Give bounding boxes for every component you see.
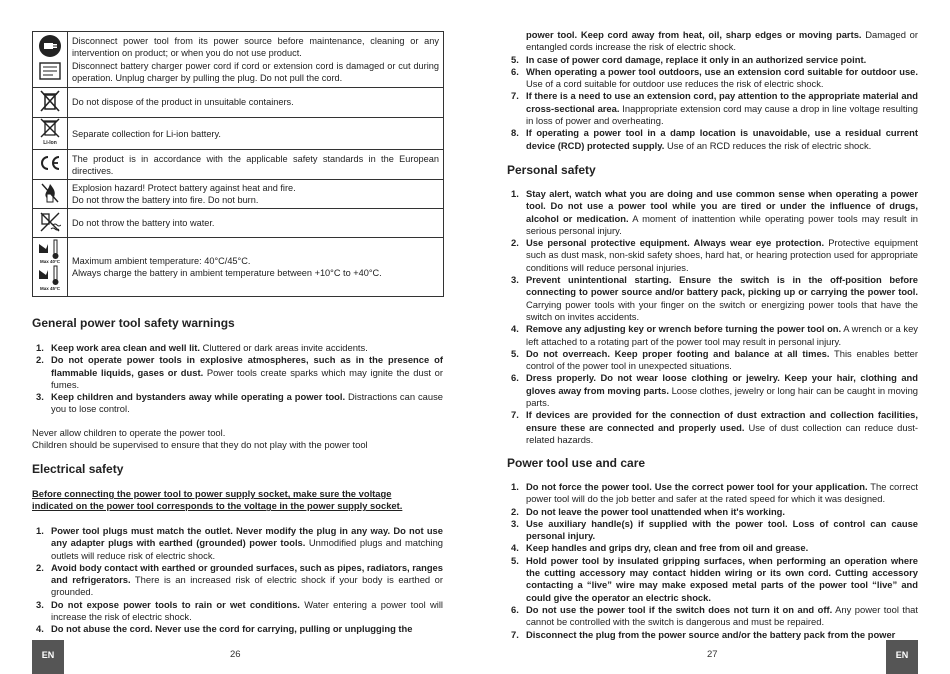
list-item-bold-text: Dress properly. Do not wear loose clothing or jewelry. Keep your hair, clothing and gloves away from moving parts. bbox=[526, 372, 918, 396]
crossed-bin-icon bbox=[33, 88, 68, 118]
list-item-bold-text: Prevent unintentional starting. Ensure the switch is in the off-position before connecting to power source and/or battery pack, picking up or carrying the power tool. bbox=[526, 274, 918, 298]
electrical-safety-continued-list bbox=[507, 29, 918, 152]
list-item-number: 6. bbox=[511, 603, 519, 615]
list-item-text: Damaged or entangled cords increase the risk of electric shock. bbox=[526, 29, 918, 53]
list-item bbox=[507, 237, 918, 274]
list-item bbox=[32, 342, 443, 354]
list-item bbox=[507, 188, 918, 237]
personal-safety-list bbox=[507, 188, 918, 446]
list-item-number: 5. bbox=[511, 347, 519, 359]
list-item-text: The correct power tool will do the job better and safer at the rated speed for which it was designed. bbox=[526, 481, 918, 505]
section-heading: General power tool safety warnings bbox=[32, 316, 235, 330]
language-badge: EN bbox=[886, 640, 918, 674]
list-item bbox=[32, 391, 443, 416]
battery-fire-icon bbox=[33, 180, 68, 209]
list-item bbox=[507, 409, 918, 446]
children-note bbox=[32, 427, 443, 452]
list-item-bold-text: Disconnect the plug from the power source and/or the battery pack from the power bbox=[526, 628, 896, 640]
list-item bbox=[507, 66, 918, 91]
list-item-number: 1. bbox=[511, 188, 519, 199]
list-item-number: 4. bbox=[511, 323, 519, 335]
list-item bbox=[507, 604, 918, 629]
list-item-bold-text: Use personal protective equipment. Always wear eye protection. bbox=[526, 237, 825, 249]
symbols-table bbox=[32, 31, 444, 297]
list-item-bold-text: When operating a power tool outdoors, use an extension cord suitable for outdoor use. bbox=[526, 65, 918, 77]
page-number: 26 bbox=[230, 649, 241, 660]
list-item-number: 6. bbox=[511, 372, 519, 384]
list-item-number: 2. bbox=[36, 354, 44, 366]
list-item bbox=[32, 562, 443, 599]
list-item bbox=[32, 623, 443, 635]
symbol-text: Disconnect power tool from its power source before maintenance, cleaning or any intervention on product; or when you do not use product. bbox=[72, 35, 439, 59]
list-item bbox=[32, 525, 443, 562]
list-item-number: 2. bbox=[36, 561, 44, 573]
list-item bbox=[507, 506, 918, 518]
list-item-bold-text: Hold power tool by insulated gripping surfaces, when performing an operation where the cutting accessory may contact hidden wiring or its own cord. Cutting accessory contacting a “live” wire may make exposed metal parts of the power tool “live” and could give the operator an electric shock. bbox=[526, 554, 918, 603]
list-item-number: 7. bbox=[511, 90, 519, 102]
page-number: 27 bbox=[707, 649, 718, 660]
list-item-bold-text: Keep handles and grips dry, clean and free from oil and grease. bbox=[526, 542, 809, 554]
power-tool-care-list bbox=[507, 481, 918, 641]
list-item-number: 3. bbox=[36, 598, 44, 610]
symbol-text: Explosion hazard! Protect battery against heat and fire. bbox=[72, 183, 296, 193]
list-item bbox=[507, 127, 918, 152]
list-item-number: 6. bbox=[511, 65, 519, 77]
list-item bbox=[507, 90, 918, 127]
list-item-number: 7. bbox=[511, 628, 519, 640]
list-item bbox=[32, 354, 443, 391]
symbol-text: Do not dispose of the product in unsuitable containers. bbox=[72, 97, 294, 108]
electrical-safety-list bbox=[32, 525, 443, 636]
list-item-number: 2. bbox=[511, 505, 519, 517]
list-item-bold-text: Do not operate power tools in explosive atmospheres, such as in the presence of flammable liquids, gases or dust. bbox=[51, 354, 443, 378]
list-item-bold-text: Do not use the power tool if the switch does not turn it on and off. bbox=[526, 603, 833, 615]
symbol-row bbox=[33, 88, 444, 118]
battery-water-icon bbox=[33, 209, 68, 238]
list-item-number: 3. bbox=[511, 517, 519, 529]
list-item-number: 2. bbox=[511, 237, 519, 249]
list-item-text: Use of a cord suitable for outdoor use reduces the risk of electric shock. bbox=[526, 78, 824, 90]
list-item bbox=[507, 481, 918, 506]
symbol-row bbox=[33, 118, 444, 150]
section-heading: Electrical safety bbox=[32, 462, 124, 476]
symbol-text: Do not throw the battery into fire. Do not burn. bbox=[72, 195, 259, 206]
symbol-text: Separate collection for Li-ion battery. bbox=[72, 128, 221, 139]
general-warnings-list bbox=[32, 342, 443, 416]
list-item-text: Water entering a power tool will increase the risk of electric shock. bbox=[51, 598, 443, 623]
unplug-manual-icon bbox=[33, 32, 68, 88]
list-item-text: A wrench or a key left attached to a rotating part of the power tool may result in personal injury. bbox=[526, 323, 918, 347]
list-item-text: This enables better control of the power tool in unexpected situations. bbox=[526, 347, 918, 372]
symbol-row bbox=[33, 209, 444, 238]
list-item bbox=[507, 542, 918, 554]
list-item-bold-text: Do not abuse the cord. Never use the cord for carrying, pulling or unplugging the bbox=[51, 623, 413, 635]
list-item-number: 3. bbox=[511, 274, 519, 286]
temp-label: Max 40°C bbox=[39, 259, 61, 265]
temp-label: Max 45°C bbox=[39, 286, 61, 292]
right-page bbox=[475, 0, 950, 674]
list-item bbox=[507, 555, 918, 604]
symbol-row bbox=[33, 32, 444, 88]
children-note-line: Children should be supervised to ensure that they do not play with the power tool bbox=[32, 439, 368, 451]
list-item-number: 1. bbox=[36, 342, 44, 353]
list-item-bold-text: Use auxiliary handle(s) if supplied with the power tool. Loss of control can cause personal injury. bbox=[526, 517, 918, 542]
symbol-text: Maximum ambient temperature: 40°C/45°C. bbox=[72, 255, 251, 266]
section-heading: Power tool use and care bbox=[507, 456, 646, 470]
language-badge: EN bbox=[32, 640, 64, 674]
list-item-number: 3. bbox=[36, 391, 44, 403]
list-item-bold-text: Do not expose power tools to rain or wet conditions. bbox=[51, 598, 300, 610]
children-note-line: Never allow children to operate the power tool. bbox=[32, 427, 226, 438]
symbol-text: Disconnect battery charger power cord if cord or extension cord is damaged or cut during operation. Unplug charger by pulling the plug. Do not pull the cord. bbox=[72, 60, 439, 83]
symbol-row bbox=[33, 180, 444, 209]
list-item-number: 7. bbox=[511, 409, 519, 421]
li-ion-bin-icon bbox=[33, 118, 68, 150]
list-item-text: There is an increased risk of electric shock if your body is earthed or grounded. bbox=[51, 574, 443, 598]
list-item bbox=[507, 323, 918, 348]
symbol-row bbox=[33, 238, 444, 296]
list-item-text: Carrying power tools with your finger on the switch or energizing power tools that have the switch on invites accidents. bbox=[526, 298, 918, 322]
list-item bbox=[507, 629, 918, 641]
ce-mark-icon bbox=[33, 150, 68, 180]
list-item-bold-text: Keep work area clean and well lit. bbox=[51, 342, 201, 353]
list-item-bold-text: Remove any adjusting key or wrench before turning the power tool on. bbox=[526, 323, 842, 335]
list-item-bold-text: power tool. Keep cord away from heat, oil, sharp edges or moving parts. bbox=[526, 29, 862, 40]
list-item-bold-text: Do not leave the power tool unattended when it's working. bbox=[526, 505, 786, 517]
list-item-bold-text: Do not force the power tool. Use the correct power tool for your application. bbox=[526, 481, 868, 492]
list-item-text: Use of dust collection can reduce dust-related hazards. bbox=[526, 421, 918, 445]
symbol-text: Always charge the battery in ambient temperature between +10°C to +40°C. bbox=[72, 267, 382, 278]
list-item bbox=[507, 348, 918, 373]
list-item bbox=[507, 274, 918, 323]
electrical-intro: Before connecting the power tool to power supply socket, make sure the voltage indicated on the power tool corresponds to the voltage in the power supply socket. bbox=[32, 488, 403, 512]
list-item-text: Loose clothes, jewelry or long hair can be caught in moving parts. bbox=[526, 384, 918, 409]
section-heading: Personal safety bbox=[507, 163, 596, 177]
list-item-text: Inappropriate extension cord may cause a drop in line voltage resulting in loss of power and overheating. bbox=[526, 102, 919, 127]
list-item-text: Protective equipment such as dust mask, non-skid safety shoes, hard hat, or hearing protection used for appropriate conditions will reduce personal injuries. bbox=[526, 237, 918, 273]
list-item bbox=[32, 599, 443, 624]
symbol-text: Do not throw the battery into water. bbox=[72, 218, 215, 229]
symbol-text: The product is in accordance with the applicable safety standards in the European directives. bbox=[72, 153, 439, 176]
li-ion-label: Li-Ion bbox=[43, 140, 57, 146]
list-item-text: Use of an RCD reduces the risk of electric shock. bbox=[664, 139, 872, 151]
list-item bbox=[507, 29, 918, 54]
list-item-number: 1. bbox=[511, 481, 519, 492]
list-item-text: Unmodified plugs and matching outlets will reduce risk of electric shock. bbox=[51, 537, 444, 561]
list-item-bold-text: If there is a need to use an extension cord, pay attention to the appropriate material and cross-sectional area. bbox=[526, 90, 918, 114]
list-item-number: 4. bbox=[511, 542, 519, 554]
list-item-text: Distractions can cause you to lose control. bbox=[51, 391, 443, 415]
list-item-number: 5. bbox=[511, 53, 519, 65]
list-item-number: 4. bbox=[36, 623, 44, 635]
list-item-number: 5. bbox=[511, 554, 519, 566]
symbol-row bbox=[33, 150, 444, 180]
list-item-bold-text: If operating a power tool in a damp location is unavoidable, use a residual current device (RCD) protected supply. bbox=[526, 127, 918, 151]
list-item-text: Power tools create sparks which may ignite the dust or fumes. bbox=[51, 366, 443, 390]
list-item-bold-text: Do not overreach. Keep proper footing and balance at all times. bbox=[526, 347, 830, 359]
list-item bbox=[507, 54, 918, 66]
list-item-number: 8. bbox=[511, 127, 519, 139]
list-item bbox=[507, 518, 918, 543]
list-item-bold-text: Stay alert, watch what you are doing and use common sense when operating a power tool. Do not use a power tool while you are tired or under the influence of drugs, alcohol or medication. bbox=[526, 188, 918, 224]
list-item-bold-text: In case of power cord damage, replace it only in an authorized service point. bbox=[526, 53, 867, 65]
list-item-text: Cluttered or dark areas invite accidents. bbox=[200, 342, 368, 353]
list-item-bold-text: If devices are provided for the connection of dust extraction and collection facilities, ensure these are connected and properly used. bbox=[526, 409, 918, 433]
list-item-number: 1. bbox=[36, 525, 44, 536]
thermometer-icon bbox=[33, 238, 68, 296]
list-item-text: Any power tool that cannot be controlled with the switch is dangerous and must be repaired. bbox=[526, 603, 919, 628]
list-item-bold-text: Power tool plugs must match the outlet. Never modify the plug in any way. Do not use any adapter plugs with earthed (grounded) power tools. bbox=[51, 525, 443, 549]
list-item bbox=[507, 372, 918, 409]
list-item-bold-text: Avoid body contact with earthed or grounded surfaces, such as pipes, radiators, ranges and refrigerators. bbox=[51, 561, 443, 586]
list-item-bold-text: Keep children and bystanders away while operating a power tool. bbox=[51, 391, 346, 403]
list-item-text: A moment of inattention while operating power tools may result in serious personal injury. bbox=[526, 212, 919, 236]
